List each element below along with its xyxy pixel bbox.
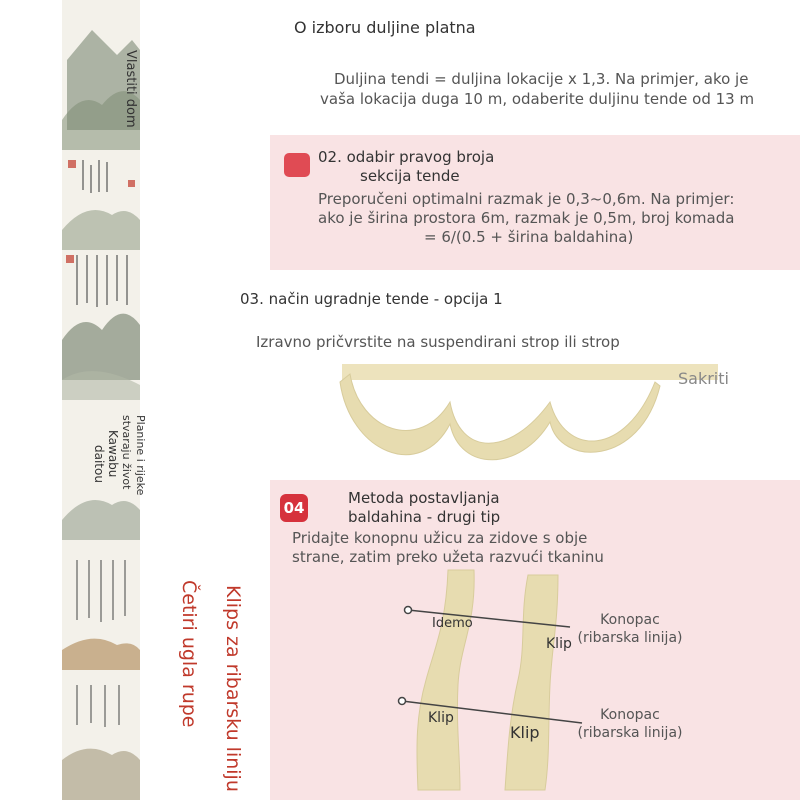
section2-title-line1: 02. odabir pravog broja bbox=[318, 148, 495, 166]
section2-desc-line3: = 6/(0.5 + širina baldahina) bbox=[424, 228, 634, 246]
label-klip-upper: Klip bbox=[546, 636, 572, 652]
section4-badge: 04 bbox=[280, 494, 308, 522]
label-klip-lower-right: Klip bbox=[510, 723, 540, 742]
section1-title: O izboru duljine platna bbox=[294, 18, 476, 37]
section2-title-line2: sekcija tende bbox=[360, 167, 460, 185]
section4-title-line2: baldahina - drugi tip bbox=[348, 508, 501, 526]
section2-badge-icon bbox=[284, 153, 310, 177]
side-text-corners: Četiri ugla rupe bbox=[178, 580, 200, 728]
rope-label-upper-line2: (ribarska linija) bbox=[577, 630, 683, 646]
section3-title: 03. način ugradnje tende - opcija 1 bbox=[240, 290, 503, 308]
rope-label-lower bbox=[570, 706, 690, 742]
strip-mid-line2: stvaraju život bbox=[120, 415, 133, 490]
hide-label: Sakriti bbox=[678, 369, 729, 388]
rope-label-lower-line2: (ribarska linija) bbox=[577, 725, 683, 741]
section3-desc: Izravno pričvrstite na suspendirani strop ili strop bbox=[256, 333, 620, 351]
strip-mid-line1: Planine i rijeke bbox=[134, 415, 147, 496]
section2-desc-line1: Preporučeni optimalni razmak je 0,3~0,6m. Na primjer: bbox=[318, 190, 735, 208]
rope-label-lower-line1: Konopac bbox=[600, 707, 660, 723]
section1-desc-line2: vaša lokacija duga 10 m, odaberite duljinu tende od 13 m bbox=[320, 90, 755, 108]
rope-label-upper-line1: Konopac bbox=[600, 612, 660, 628]
landscape-painting-strip bbox=[62, 0, 147, 800]
strip-mid-line3: Kawabu bbox=[106, 430, 120, 478]
rope-label-upper bbox=[570, 611, 690, 647]
section-install-option1 bbox=[230, 280, 800, 480]
strip-mid-line4: daitou bbox=[92, 445, 106, 483]
section1-desc-line1: Duljina tendi = duljina lokacije x 1,3. Na primjer, ako je bbox=[334, 70, 749, 88]
strip-top-text: Vlastiti dom bbox=[123, 50, 138, 128]
section2-desc-line2: ako je širina prostora 6m, razmak je 0,5m, broj komada bbox=[318, 209, 735, 227]
label-klip-lower-left: Klip bbox=[428, 710, 454, 726]
section4-title-line1: Metoda postavljanja bbox=[348, 489, 500, 507]
section4-desc-line2: strane, zatim preko užeta razvući tkaninu bbox=[292, 548, 604, 566]
section-section-count bbox=[270, 135, 800, 270]
rope-clip-diagram bbox=[390, 565, 650, 795]
label-idemo: Idemo bbox=[432, 616, 473, 631]
section4-desc-line1: Pridajte konopnu užicu za zidove s obje bbox=[292, 529, 588, 547]
side-text-clip: Klips za ribarsku liniju bbox=[222, 585, 244, 792]
section-canvas-length bbox=[270, 0, 800, 125]
section-install-type2 bbox=[270, 480, 800, 800]
ceiling-canopy-diagram bbox=[340, 362, 720, 472]
